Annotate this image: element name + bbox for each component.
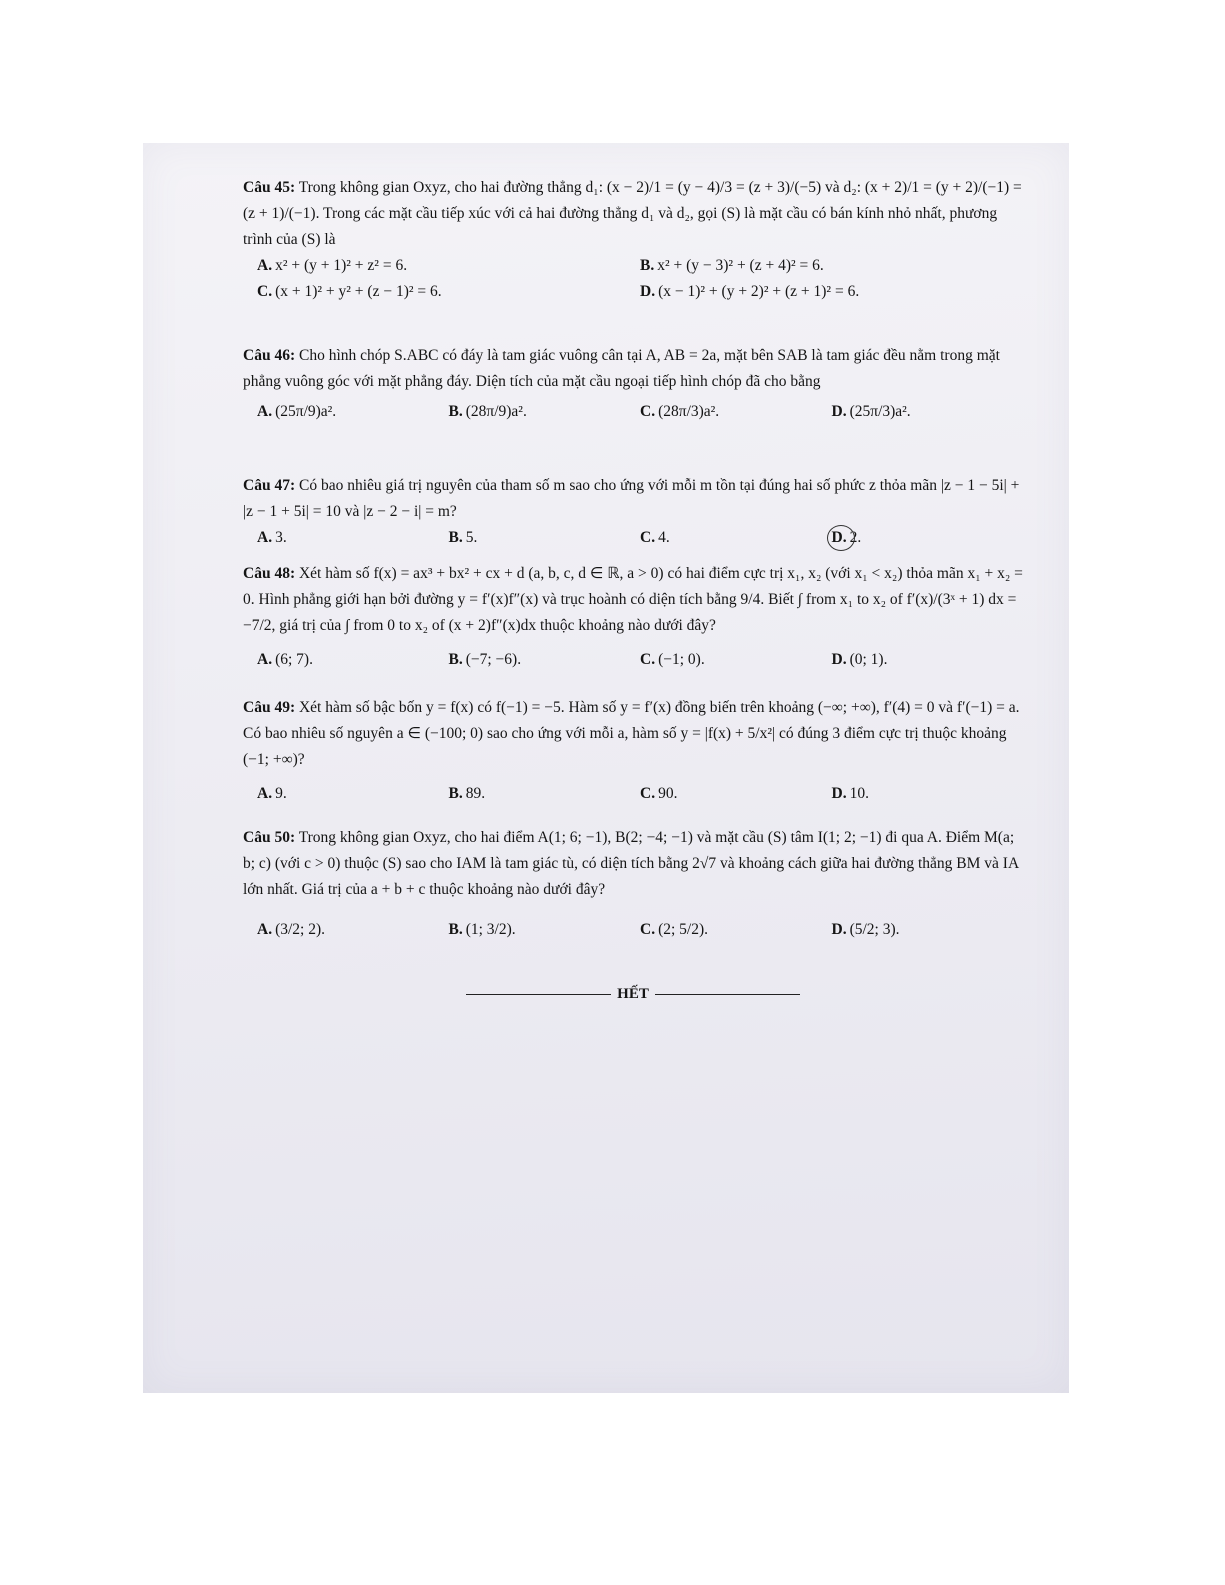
option-b[interactable]: B. (1; 3/2).	[448, 921, 516, 938]
option-b[interactable]: B. (28π/9)a².	[448, 403, 527, 420]
options-row	[257, 917, 1023, 943]
question-label: Câu 47:	[243, 477, 296, 494]
option-b[interactable]: B. 5.	[448, 529, 478, 546]
option-c[interactable]: C. (−1; 0).	[640, 651, 705, 668]
option-c[interactable]: C. 90.	[640, 785, 678, 802]
option-d[interactable]: D. (25π/3)a².	[831, 403, 911, 420]
exam-page	[143, 143, 1069, 1393]
option-b[interactable]: B. x² + (y − 3)² + (z + 4)² = 6.	[640, 257, 824, 274]
question-body: Cho hình chóp S.ABC có đáy là tam giác vuông cân tại A, AB = 2a, mặt bên SAB là tam giác đều nằm trong mặt phẳng vuông góc với mặt phẳng đáy. Diện tích của mặt cầu ngoại tiếp hình chóp đã cho bằng	[243, 347, 1000, 390]
question-body: Xét hàm số f(x) = ax³ + bx² + cx + d (a, b, c, d ∈ ℝ, a > 0) có hai điểm cực trị x₁, x₂ (với x₁ < x₂) thỏa mãn x₁ + x₂ = 0. Hình phẳng giới hạn bởi đường y = f′(x)f″(x) và trục hoành có diện tích bằng 9/4. Biết ∫ from x₁ to x₂ of f′(x)/(3ˣ + 1) dx = −7/2, giá trị của ∫ from 0 to x₂ of (x + 2)f″(x)dx thuộc khoảng nào dưới đây?	[243, 565, 1023, 634]
question-label: Câu 46:	[243, 347, 296, 364]
question-body: Trong không gian Oxyz, cho hai điểm A(1; 6; −1), B(2; −4; −1) và mặt cầu (S) tâm I(1; 2; −1) đi qua A. Điểm M(a; b; c) (với c > 0) thuộc (S) sao cho IAM là tam giác tù, có diện tích bằng 2√7 và khoảng cách giữa hai đường thẳng BM và IA lớn nhất. Giá trị của a + b + c thuộc khoảng nào dưới đây?	[243, 829, 1019, 898]
option-a[interactable]: A. 3.	[257, 529, 287, 546]
question-text	[243, 175, 1023, 253]
question-body: Trong không gian Oxyz, cho hai đường thẳng d₁: (x − 2)/1 = (y − 4)/3 = (z + 3)/(−5) và d₂: (x + 2)/1 = (y + 2)/(−1) = (z + 1)/(−1). Trong các mặt cầu tiếp xúc với cả hai đường thẳng d₁ và d₂, gọi (S) là mặt cầu có bán kính nhỏ nhất, phương trình của (S) là	[243, 179, 1022, 248]
divider-left	[466, 994, 611, 995]
question-46	[243, 343, 1023, 425]
options-row	[257, 399, 1023, 425]
question-45	[243, 175, 1023, 305]
question-text	[243, 343, 1023, 395]
question-text	[243, 561, 1023, 639]
option-a[interactable]: A. x² + (y + 1)² + z² = 6.	[257, 257, 408, 274]
question-body: Có bao nhiêu giá trị nguyên của tham số m sao cho ứng với mỗi m tồn tại đúng hai số phức z thỏa mãn |z − 1 − 5i| + |z − 1 + 5i| = 10 và |z − 2 − i| = m?	[243, 477, 1020, 520]
option-a[interactable]: A. (6; 7).	[257, 651, 313, 668]
option-c[interactable]: C. (2; 5/2).	[640, 921, 709, 938]
question-label: Câu 45:	[243, 179, 296, 196]
option-c[interactable]: C. (28π/3)a².	[640, 403, 720, 420]
question-label: Câu 49:	[243, 699, 296, 716]
option-d[interactable]: D. (x − 1)² + (y + 2)² + (z + 1)² = 6.	[640, 283, 860, 300]
end-marker	[453, 986, 813, 1003]
question-48	[243, 561, 1023, 673]
question-text	[243, 695, 1023, 773]
options-row	[257, 525, 1023, 551]
option-d[interactable]: D. 10.	[831, 785, 869, 802]
end-text: HẾT	[617, 986, 649, 1002]
option-a[interactable]: A. (25π/9)a².	[257, 403, 337, 420]
question-47	[243, 473, 1023, 551]
option-b[interactable]: B. 89.	[448, 785, 486, 802]
option-a[interactable]: A. 9.	[257, 785, 287, 802]
question-49	[243, 695, 1023, 807]
question-50	[243, 825, 1023, 943]
divider-right	[655, 994, 800, 995]
option-c[interactable]: C. (x + 1)² + y² + (z − 1)² = 6.	[257, 283, 442, 300]
option-a[interactable]: A. (3/2; 2).	[257, 921, 326, 938]
question-label: Câu 48:	[243, 565, 296, 582]
option-b[interactable]: B. (−7; −6).	[448, 651, 522, 668]
options-row-2	[257, 279, 1023, 305]
options-row-1	[257, 253, 1023, 279]
question-label: Câu 50:	[243, 829, 296, 846]
question-text	[243, 473, 1023, 525]
question-text	[243, 825, 1023, 903]
options-row	[257, 647, 1023, 673]
option-d[interactable]: D. (5/2; 3).	[831, 921, 900, 938]
options-row	[257, 781, 1023, 807]
option-c[interactable]: C. 4.	[640, 529, 670, 546]
option-d[interactable]: D. 2.	[832, 525, 1024, 551]
question-body: Xét hàm số bậc bốn y = f(x) có f(−1) = −5. Hàm số y = f′(x) đồng biến trên khoảng (−∞; +∞), f′(4) = 0 và f′(−1) = a. Có bao nhiêu số nguyên a ∈ (−100; 0) sao cho ứng với mỗi a, hàm số y = |f(x) + 5/x²| có đúng 3 điểm cực trị thuộc khoảng (−1; +∞)?	[243, 699, 1020, 768]
option-d[interactable]: D. (0; 1).	[831, 651, 888, 668]
answer-circle-mark	[827, 525, 855, 551]
